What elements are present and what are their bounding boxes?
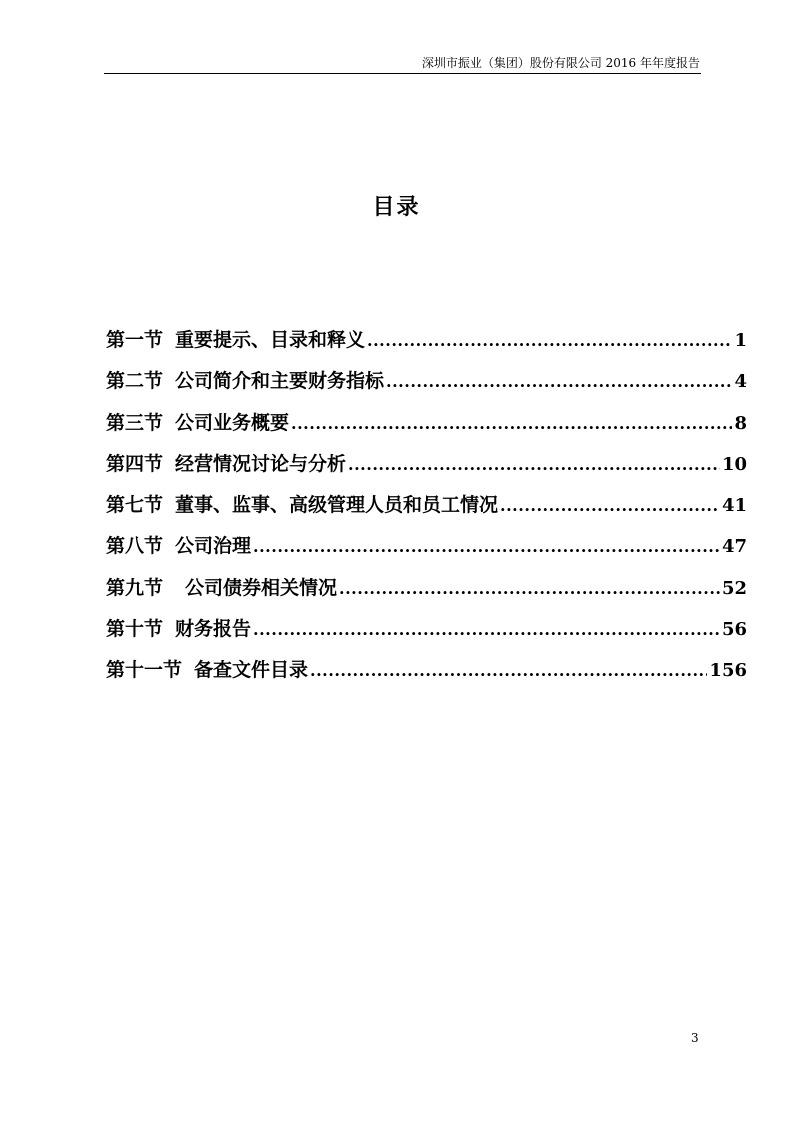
toc-page-number: 4 xyxy=(734,371,747,393)
page-title: 目录 xyxy=(372,195,421,220)
toc-section-number: 第十一节 xyxy=(106,659,183,682)
toc-entry[interactable] xyxy=(106,573,747,614)
toc-dot-leader xyxy=(291,409,732,439)
toc-entry[interactable] xyxy=(106,366,747,407)
toc-section-number: 第三节 xyxy=(106,411,164,434)
toc-page-number: 10 xyxy=(721,453,747,475)
toc-section-number: 第七节 xyxy=(106,494,164,517)
toc-entry[interactable] xyxy=(106,408,747,449)
toc-dot-leader xyxy=(500,491,720,521)
toc-section-title: 公司简介和主要财务指标 xyxy=(175,370,385,393)
toc-entry[interactable] xyxy=(106,531,747,572)
header-divider xyxy=(104,73,701,74)
toc-dot-leader xyxy=(253,615,720,645)
toc-page-number: 47 xyxy=(721,536,747,558)
toc-dot-leader xyxy=(386,367,732,397)
toc-section-title: 公司治理 xyxy=(175,535,252,558)
running-header: 深圳市振业（集团）股份有限公司 2016 年年度报告 xyxy=(421,56,700,70)
toc-page-number: 8 xyxy=(734,412,747,434)
toc-entry[interactable] xyxy=(106,325,747,366)
toc-dot-leader xyxy=(348,450,720,480)
toc-page-number: 56 xyxy=(721,619,747,641)
toc-page-number: 41 xyxy=(721,495,747,517)
toc-entry[interactable] xyxy=(106,655,747,696)
toc-section-title: 重要提示、目录和释义 xyxy=(175,329,366,351)
toc-section-title: 经营情况讨论与分析 xyxy=(175,452,347,475)
toc-page-number: 1 xyxy=(734,330,747,351)
toc-section-title: 公司业务概要 xyxy=(175,411,290,434)
page-number: 3 xyxy=(691,1031,699,1045)
toc-section-title: 董事、监事、高级管理人员和员工情况 xyxy=(175,494,499,517)
toc-page-number: 52 xyxy=(721,577,747,599)
toc-entry[interactable] xyxy=(106,614,747,655)
toc-dot-leader xyxy=(253,532,720,562)
table-of-contents xyxy=(106,325,747,697)
toc-section-number: 第二节 xyxy=(106,370,164,393)
toc-section-number: 第一节 xyxy=(106,329,164,351)
toc-section-number: 第九节 xyxy=(106,576,164,599)
toc-entry[interactable] xyxy=(106,490,747,531)
toc-entry[interactable] xyxy=(106,449,747,490)
toc-section-title: 公司债券相关情况 xyxy=(185,576,338,599)
toc-page-number: 156 xyxy=(709,660,747,682)
toc-section-number: 第四节 xyxy=(106,452,164,475)
toc-dot-leader xyxy=(339,574,720,604)
toc-dot-leader xyxy=(310,656,707,686)
toc-section-title: 备查文件目录 xyxy=(194,659,309,682)
toc-dot-leader xyxy=(367,326,732,356)
toc-section-number: 第八节 xyxy=(106,535,164,558)
toc-section-number: 第十节 xyxy=(106,618,164,641)
toc-section-title: 财务报告 xyxy=(175,618,252,641)
